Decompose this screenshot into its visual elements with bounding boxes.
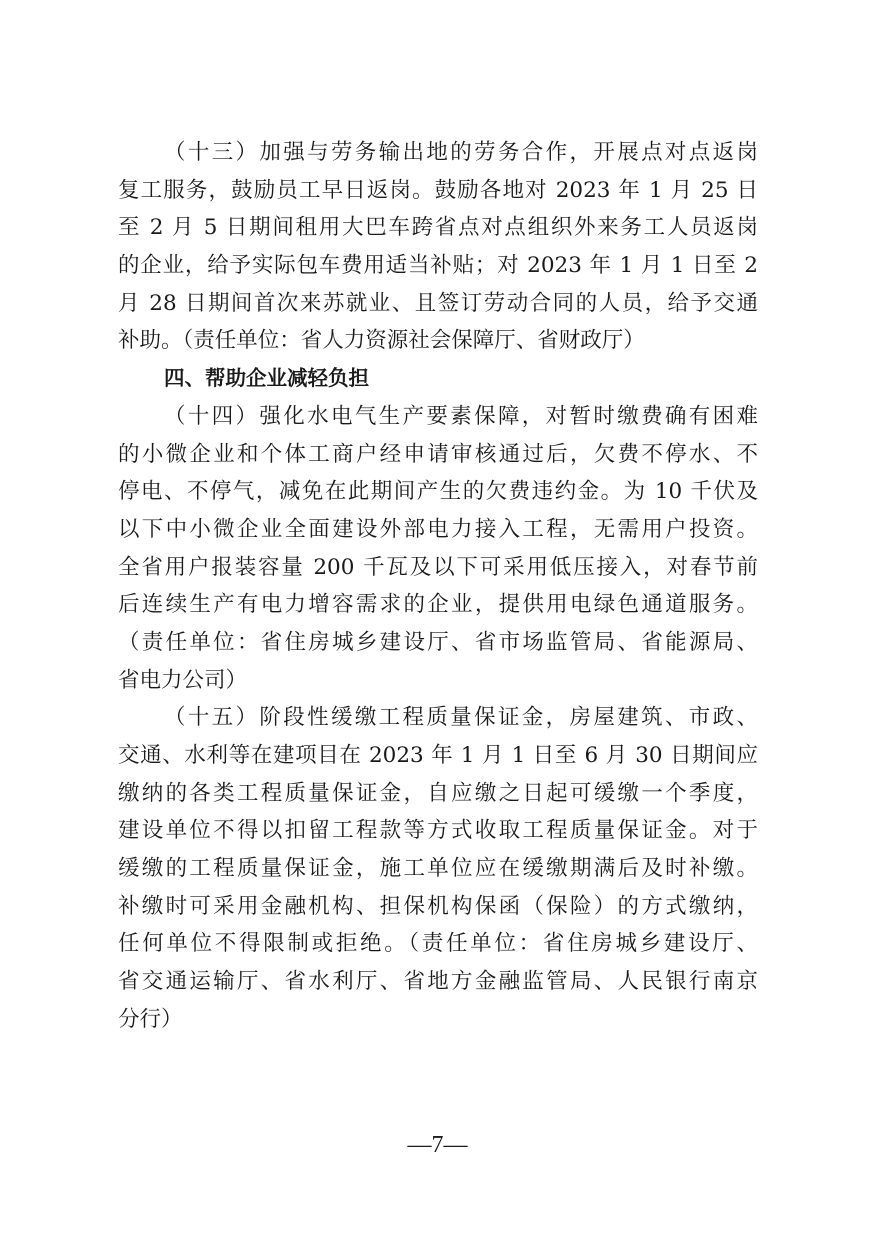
page-number: —7— [407, 1132, 468, 1158]
paragraph-13-line-1: （十三）加强与劳务输出地的劳务合作，开展点对点返岗 [164, 140, 758, 165]
paragraph-13-line-4: 的企业，给予实际包车费用适当补贴；对 2023 年 1 月 1 日至 2 [118, 253, 758, 279]
paragraph-14-line-2: 的小微企业和个体工商户经申请审核通过后，欠费不停水、不 [118, 441, 758, 467]
section-heading: 四、帮助企业减轻负担 [164, 366, 369, 391]
document-body [118, 134, 758, 1039]
paragraph-15-line-4: 建设单位不得以扣留工程款等方式收取工程质量保证金。对于 [118, 818, 758, 844]
paragraph-15-line-6: 补缴时可采用金融机构、担保机构保函（保险）的方式缴纳， [118, 893, 758, 919]
paragraph-14-line-7: （责任单位：省住房城乡建设厅、省市场监管局、省能源局、 [118, 629, 758, 655]
paragraph-15-line-7: 任何单位不得限制或拒绝。（责任单位：省住房城乡建设厅、 [118, 931, 758, 957]
paragraph-14-line-4: 以下中小微企业全面建设外部电力接入工程，无需用户投资。 [118, 516, 758, 542]
paragraph-13-line-3: 至 2 月 5 日期间租用大巴车跨省点对点组织外来务工人员返岗 [118, 215, 758, 241]
paragraph-15-line-2: 交通、水利等在建项目在 2023 年 1 月 1 日至 6 月 30 日期间应 [118, 743, 758, 768]
paragraph-15-line-1: （十五）阶段性缓缴工程质量保证金，房屋建筑、市政、 [164, 705, 758, 731]
paragraph-14-line-3: 停电、不停气，减免在此期间产生的欠费违约金。为 10 千伏及 [118, 479, 758, 505]
paragraph-15-line-9: 分行） [118, 1006, 183, 1032]
paragraph-13-line-6: 补助。（责任单位：省人力资源社会保障厅、省财政厅） [118, 328, 645, 354]
paragraph-15-line-8: 省交通运输厅、省水利厅、省地方金融监管局、人民银行南京 [118, 969, 758, 995]
paragraph-15-line-5: 缓缴的工程质量保证金，施工单位应在缓缴期满后及时补缴。 [118, 856, 758, 882]
paragraph-13-line-2: 复工服务，鼓励员工早日返岗。鼓励各地对 2023 年 1 月 25 日 [118, 177, 758, 203]
paragraph-13-line-5: 月 28 日期间首次来苏就业、且签订劳动合同的人员，给予交通 [118, 290, 758, 316]
paragraph-14-line-5: 全省用户报装容量 200 千瓦及以下可采用低压接入，对春节前 [118, 554, 758, 580]
paragraph-14-line-8: 省电力公司） [118, 667, 248, 693]
paragraph-14-line-6: 后连续生产有电力增容需求的企业，提供用电绿色通道服务。 [118, 592, 758, 618]
paragraph-15-line-3: 缴纳的各类工程质量保证金，自应缴之日起可缓缴一个季度， [118, 780, 758, 806]
paragraph-14-line-1: （十四）强化水电气生产要素保障，对暂时缴费确有困难 [164, 403, 758, 429]
